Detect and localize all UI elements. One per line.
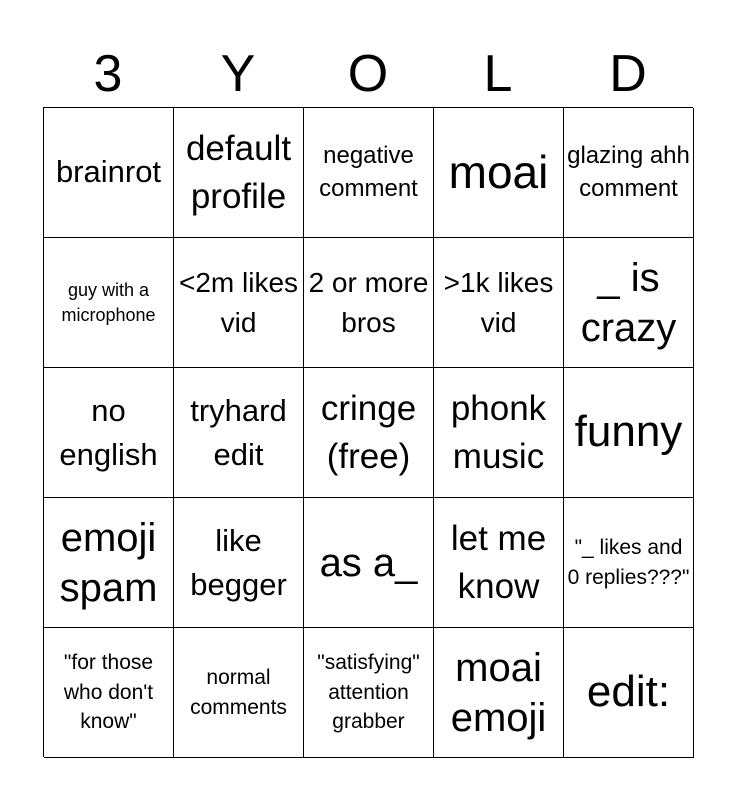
bingo-cell[interactable] <box>44 368 174 498</box>
bingo-header <box>43 42 693 106</box>
bingo-cell[interactable] <box>44 238 174 368</box>
cell-text: moai emoji <box>450 645 547 740</box>
bingo-cell[interactable] <box>304 498 434 628</box>
cell-text: phonk music <box>450 389 547 476</box>
cell-text: as a_ <box>319 540 418 585</box>
bingo-cell[interactable] <box>44 108 174 238</box>
cell-text: moai <box>448 145 549 198</box>
bingo-cell[interactable] <box>434 108 564 238</box>
cell-text: no english <box>59 393 158 472</box>
cell-text: guy with a microphone <box>61 280 156 325</box>
cell-text: "for those who don't know" <box>63 651 154 734</box>
bingo-cell[interactable] <box>174 368 304 498</box>
bingo-grid <box>43 107 693 757</box>
bingo-cell[interactable] <box>304 108 434 238</box>
bingo-cell[interactable] <box>434 628 564 758</box>
cell-text: edit: <box>586 667 671 717</box>
cell-text: tryhard edit <box>190 393 287 472</box>
bingo-cell[interactable] <box>434 368 564 498</box>
cell-text: like begger <box>190 523 287 602</box>
cell-text: funny <box>574 407 683 457</box>
cell-text: "_ likes and 0 replies???" <box>567 536 690 589</box>
cell-text: >1k likes vid <box>443 267 554 338</box>
bingo-cell[interactable] <box>564 368 694 498</box>
cell-text: "satisfying" attention grabber <box>317 651 420 734</box>
cell-text: cringe (free) <box>320 389 417 476</box>
bingo-cell[interactable] <box>174 108 304 238</box>
header-letter-4: L <box>483 45 513 103</box>
header-letter-1: 3 <box>93 45 123 103</box>
cell-text: negative comment <box>319 142 418 202</box>
header-letter-2: Y <box>220 45 256 103</box>
cell-text: emoji spam <box>59 515 158 610</box>
bingo-cell[interactable] <box>174 498 304 628</box>
cell-text: brainrot <box>55 154 162 190</box>
bingo-cell[interactable] <box>304 238 434 368</box>
bingo-cell[interactable] <box>564 108 694 238</box>
bingo-cell[interactable] <box>564 238 694 368</box>
cell-text: 2 or more bros <box>308 267 429 338</box>
header-letter-3: O <box>347 45 389 103</box>
bingo-cell[interactable] <box>174 238 304 368</box>
bingo-cell[interactable] <box>304 368 434 498</box>
cell-text: default profile <box>185 129 292 216</box>
cell-text: <2m likes vid <box>178 267 299 338</box>
bingo-cell[interactable] <box>434 238 564 368</box>
bingo-cell[interactable] <box>174 628 304 758</box>
bingo-cell[interactable] <box>44 628 174 758</box>
cell-text: glazing ahh comment <box>567 142 690 202</box>
bingo-cell[interactable] <box>564 628 694 758</box>
cell-text: normal comments <box>190 666 287 719</box>
bingo-cell[interactable] <box>44 498 174 628</box>
cell-text: _ is crazy <box>580 255 677 350</box>
bingo-cell[interactable] <box>304 628 434 758</box>
bingo-cell[interactable] <box>564 498 694 628</box>
header-letter-5: D <box>609 45 647 103</box>
bingo-cell[interactable] <box>434 498 564 628</box>
cell-text: let me know <box>450 519 547 606</box>
